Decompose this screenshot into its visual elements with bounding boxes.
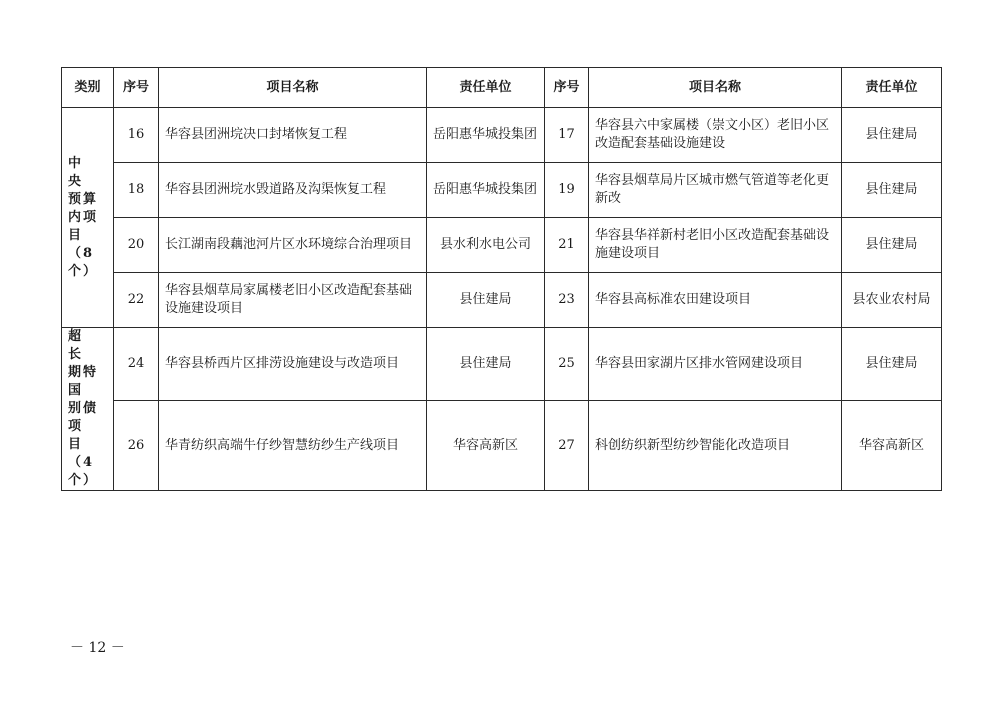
project-name-cell: 华青纺织高端牛仔纱智慧纺纱生产线项目 (159, 401, 427, 491)
project-name-cell: 华容县烟草局家属楼老旧小区改造配套基础设施建设项目 (159, 273, 427, 328)
seq-cell: 19 (545, 163, 589, 218)
responsible-unit-cell: 县住建局 (427, 273, 545, 328)
project-name-cell: 华容县团洲垸决口封堵恢复工程 (159, 108, 427, 163)
responsible-unit-cell: 县住建局 (842, 108, 942, 163)
table-row (62, 328, 942, 401)
project-table (61, 67, 942, 491)
seq-cell: 25 (545, 328, 589, 401)
responsible-unit-cell: 县水利水电公司 (427, 218, 545, 273)
seq-cell: 16 (114, 108, 159, 163)
header-unit-right: 责任单位 (842, 68, 942, 108)
header-unit-left: 责任单位 (427, 68, 545, 108)
header-seq-left: 序号 (114, 68, 159, 108)
project-name-cell: 华容县高标准农田建设项目 (589, 273, 842, 328)
seq-cell: 20 (114, 218, 159, 273)
header-seq-right: 序号 (545, 68, 589, 108)
project-name-cell: 华容县团洲垸水毁道路及沟渠恢复工程 (159, 163, 427, 218)
project-name-cell: 华容县华祥新村老旧小区改造配套基础设施建设项目 (589, 218, 842, 273)
seq-cell: 23 (545, 273, 589, 328)
seq-cell: 24 (114, 328, 159, 401)
header-name-left: 项目名称 (159, 68, 427, 108)
table-row (62, 108, 942, 163)
project-name-cell: 科创纺织新型纺纱智能化改造项目 (589, 401, 842, 491)
seq-cell: 21 (545, 218, 589, 273)
seq-cell: 18 (114, 163, 159, 218)
responsible-unit-cell: 县住建局 (842, 163, 942, 218)
seq-cell: 27 (545, 401, 589, 491)
responsible-unit-cell: 华容高新区 (842, 401, 942, 491)
seq-cell: 26 (114, 401, 159, 491)
project-name-cell: 华容县桥西片区排涝设施建设与改造项目 (159, 328, 427, 401)
responsible-unit-cell: 县农业农村局 (842, 273, 942, 328)
table-row (62, 218, 942, 273)
responsible-unit-cell: 县住建局 (842, 218, 942, 273)
project-name-cell: 华容县六中家属楼（崇文小区）老旧小区改造配套基础设施建设 (589, 108, 842, 163)
responsible-unit-cell: 县住建局 (427, 328, 545, 401)
header-category: 类别 (62, 68, 114, 108)
table-row (62, 401, 942, 491)
category-central-budget: 中 央 预算内项 目（8 个） (62, 108, 114, 328)
project-name-cell: 长江湖南段藕池河片区水环境综合治理项目 (159, 218, 427, 273)
responsible-unit-cell: 县住建局 (842, 328, 942, 401)
page-number: － 12 － (70, 640, 125, 656)
project-name-cell: 华容县烟草局片区城市燃气管道等老化更新改 (589, 163, 842, 218)
header-name-right: 项目名称 (589, 68, 842, 108)
project-name-cell: 华容县田家湖片区排水管网建设项目 (589, 328, 842, 401)
responsible-unit-cell: 华容高新区 (427, 401, 545, 491)
seq-cell: 17 (545, 108, 589, 163)
header-row (62, 68, 942, 108)
seq-cell: 22 (114, 273, 159, 328)
category-ultra-long-bonds: 超 长 期特国 别债项 目（4 个） (62, 328, 114, 491)
table-row (62, 273, 942, 328)
responsible-unit-cell: 岳阳惠华城投集团 (427, 163, 545, 218)
responsible-unit-cell: 岳阳惠华城投集团 (427, 108, 545, 163)
table-row (62, 163, 942, 218)
